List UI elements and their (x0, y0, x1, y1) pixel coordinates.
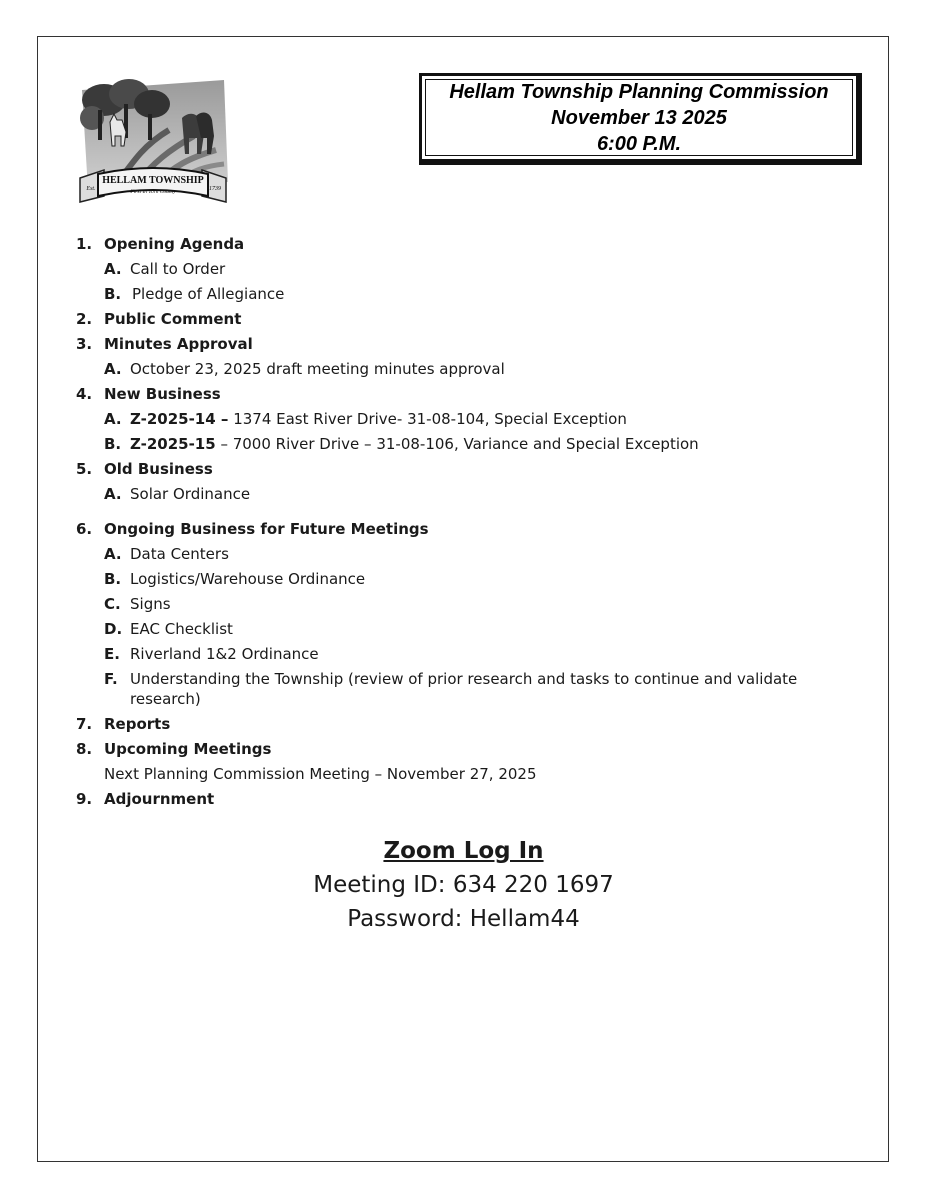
subitem-letter: D. (104, 620, 123, 638)
item-title: New Business (104, 385, 221, 403)
subitem-text: Signs (130, 595, 171, 613)
subitem-letter: A. (104, 260, 122, 278)
subitem-text: Pledge of Allegiance (132, 285, 285, 303)
subitem-letter: C. (104, 595, 121, 613)
header-inner (425, 79, 853, 156)
subitem-text (130, 408, 627, 430)
township-logo (74, 70, 232, 208)
subitem-letter: A. (104, 360, 122, 378)
subitem-text: Riverland 1&2 Ordinance (130, 645, 319, 663)
header-box (419, 73, 862, 165)
subitem-letter: A. (104, 545, 122, 563)
item-title: Minutes Approval (104, 335, 253, 353)
item-number: 9. (76, 790, 93, 808)
case-description: 1374 East River Drive- 31-08-104, Special Exception (228, 410, 627, 428)
logo-tagline: First In York County (130, 189, 176, 195)
subitem-text (130, 433, 699, 455)
item-number: 4. (76, 385, 93, 403)
subitem-letter: B. (104, 435, 122, 453)
subitem-text: October 23, 2025 draft meeting minutes approval (130, 360, 505, 378)
zoom-title: Zoom Log In (383, 838, 544, 864)
logo-name: HELLAM TOWNSHIP (102, 175, 204, 186)
subitem-letter: E. (104, 645, 120, 663)
meeting-title: Hellam Township Planning Commission (449, 80, 829, 103)
subitem-letter: A. (104, 410, 122, 428)
item-number: 8. (76, 740, 93, 758)
item-number: 5. (76, 460, 93, 478)
subitem-text: EAC Checklist (130, 620, 233, 638)
item-number: 2. (76, 310, 93, 328)
item-title: Upcoming Meetings (104, 740, 272, 758)
subitem-text: Call to Order (130, 260, 226, 278)
subitem-text: Understanding the Township (review of prior research and tasks to continue and validate research) (130, 670, 798, 708)
item-title: Reports (104, 715, 171, 733)
case-number: Z-2025-15 (130, 435, 216, 453)
subitem-letter: A. (104, 485, 122, 503)
zoom-password: Password: Hellam44 (347, 906, 580, 932)
item-number: 1. (76, 235, 93, 253)
meeting-time: 6:00 P.M. (596, 132, 682, 155)
subitem-letter: B. (104, 285, 122, 303)
zoom-meeting-id: Meeting ID: 634 220 1697 (313, 872, 614, 898)
next-meeting-note: Next Planning Commission Meeting – November 27, 2025 (104, 765, 537, 783)
case-description: – 7000 River Drive – 31-08-106, Variance and Special Exception (215, 435, 699, 453)
item-title: Old Business (104, 460, 213, 478)
item-title: Adjournment (104, 790, 215, 808)
item-title: Ongoing Business for Future Meetings (104, 520, 429, 538)
logo-est: Est. (86, 186, 96, 192)
subitem-text: Solar Ordinance (130, 485, 251, 503)
subitem-letter: F. (104, 670, 118, 688)
item-number: 3. (76, 335, 93, 353)
logo-year: 1739 (209, 186, 221, 192)
subitem-text: Logistics/Warehouse Ordinance (130, 570, 366, 588)
subitem-text: Data Centers (130, 545, 229, 563)
meeting-date: November 13 2025 (551, 106, 727, 129)
case-number: Z-2025-14 – (130, 410, 229, 428)
item-title: Opening Agenda (104, 235, 245, 253)
subitem-letter: B. (104, 570, 122, 588)
item-number: 7. (76, 715, 93, 733)
item-number: 6. (76, 520, 93, 538)
item-title: Public Comment (104, 310, 242, 328)
